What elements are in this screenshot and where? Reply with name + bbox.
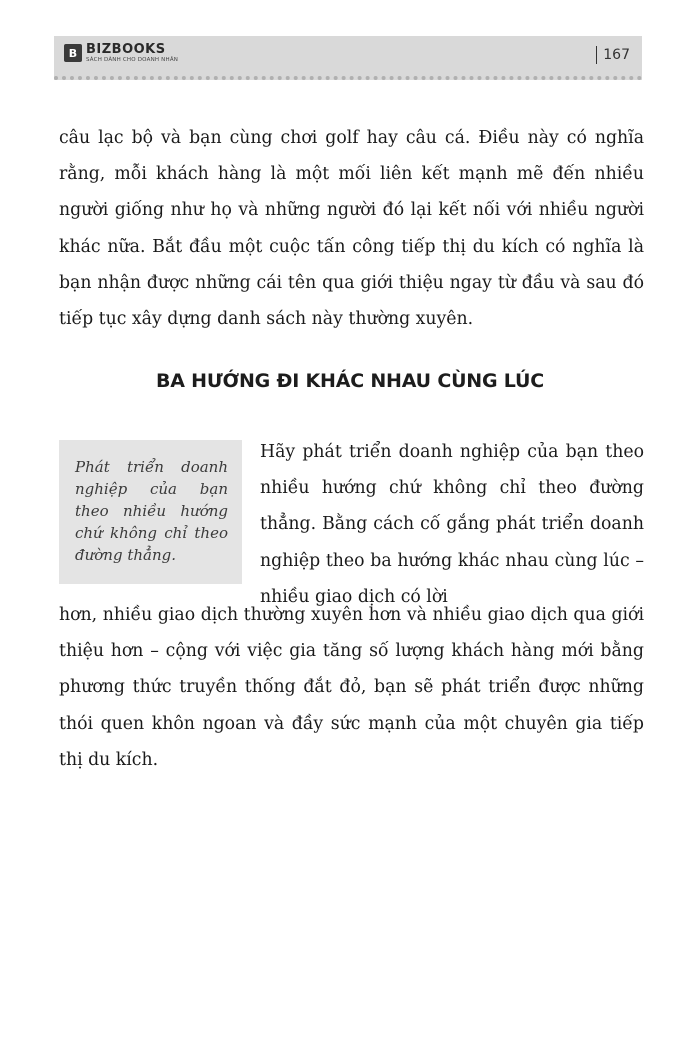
page-header — [54, 36, 642, 80]
bizbooks-logo-icon: B — [64, 44, 82, 62]
pull-quote-text: Phát triển doanh nghiệp của bạn theo nhiều hướng chứ không chỉ theo đường thẳng. — [75, 458, 228, 564]
body-paragraph-2: Hãy phát triển doanh nghiệp của bạn theo nhiều hướng chứ không chỉ theo đường thẳng. Bằng cách cố gắng phát triển doanh nghiệp theo ba hướng khác nhau cùng lúc – nhiều giao dịch có lời — [260, 442, 644, 607]
publisher-logo — [64, 43, 178, 64]
page-number-area — [596, 46, 630, 64]
publisher-tagline: SÁCH DÀNH CHO DOANH NHÂN — [86, 57, 179, 63]
page-number-divider — [596, 46, 597, 64]
logo-text — [86, 43, 178, 64]
body-paragraph-3: hơn, nhiều giao dịch thường xuyên hơn và nhiều giao dịch qua giới thiệu hơn – cộng với việc gia tăng số lượng khách hàng mới bằng phương thức truyền thống đắt đỏ, bạn sẽ phát triển được những thói quen khôn ngoan và đầy sức mạnh của một chuyên gia tiếp thị du kích. — [59, 605, 644, 770]
publisher-name: BIZBOOKS — [86, 42, 166, 57]
pull-quote-box — [59, 440, 242, 584]
page-number: 167 — [603, 47, 630, 63]
section-heading: BA HƯỚNG ĐI KHÁC NHAU CÙNG LÚC — [155, 370, 545, 392]
body-paragraph-1: câu lạc bộ và bạn cùng chơi golf hay câu cá. Điều này có nghĩa rằng, mỗi khách hàng là một mối liên kết mạnh mẽ đến nhiều người giống như họ và những người đó lại kết nối với nhiều người khác nữa. Bắt đầu một cuộc tấn công tiếp thị du kích có nghĩa là bạn nhận được những cái tên qua giới thiệu ngay từ đầu và sau đó tiếp tục xây dựng danh sách này thường xuyên. — [59, 128, 644, 330]
